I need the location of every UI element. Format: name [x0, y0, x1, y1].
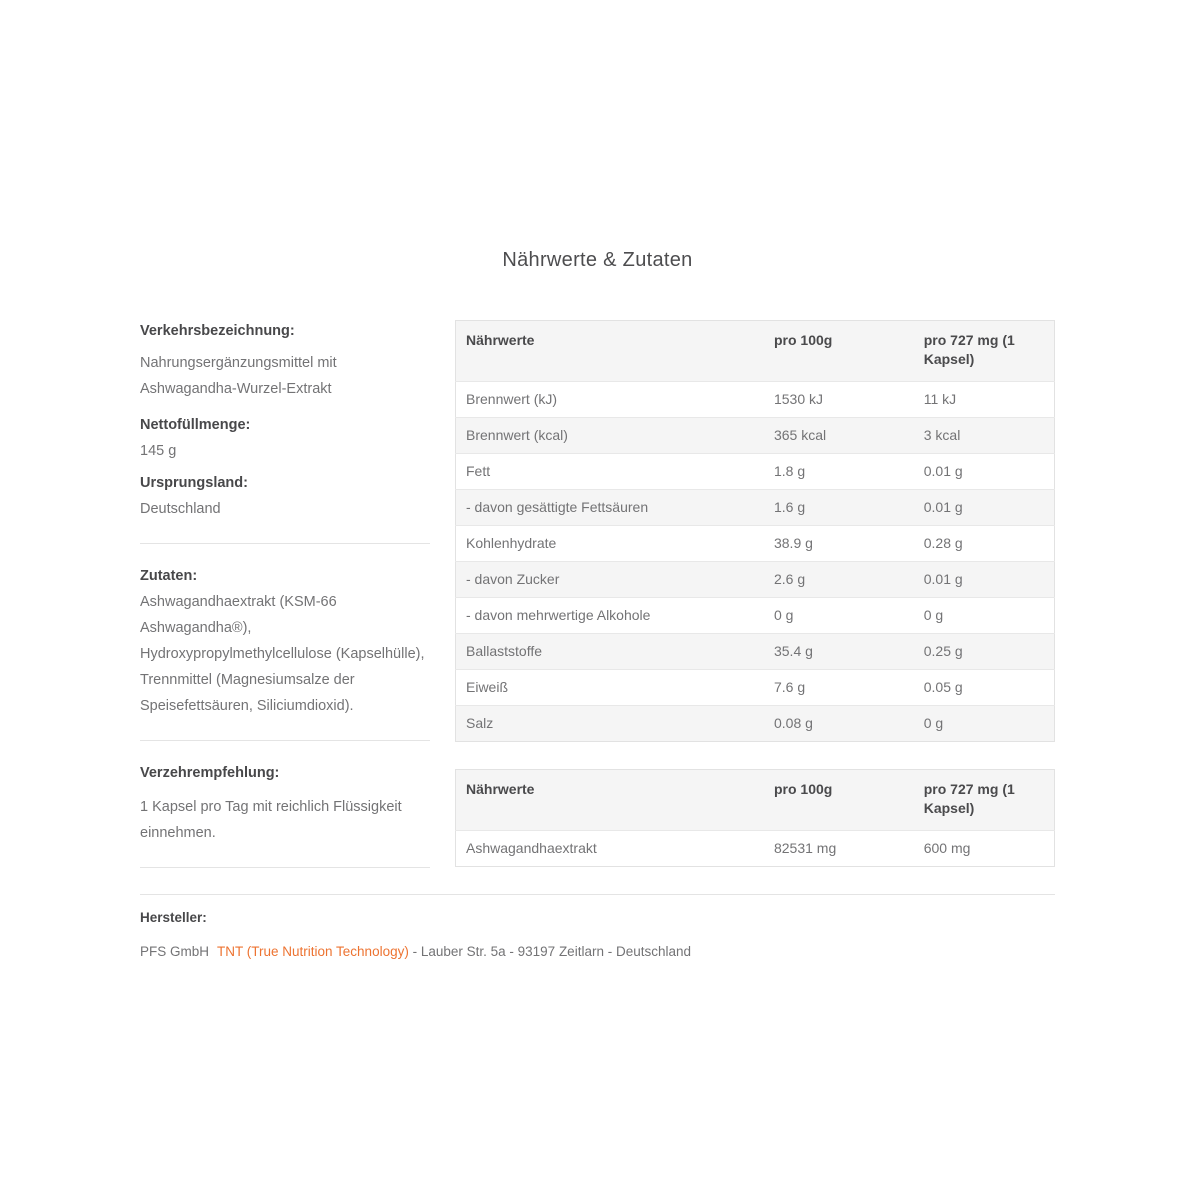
table-cell: Kohlenhydrate	[456, 526, 764, 562]
table-row	[456, 706, 1055, 742]
table-cell: Eiweiß	[456, 670, 764, 706]
table-row	[456, 562, 1055, 598]
origin-value: Deutschland	[140, 501, 221, 517]
column-header: Nährwerte	[456, 321, 764, 382]
table-row	[456, 490, 1055, 526]
table-cell: 0.01 g	[914, 454, 1055, 490]
table-cell: - davon gesättigte Fettsäuren	[456, 490, 764, 526]
column-header: pro 100g	[764, 321, 914, 382]
manufacturer-footer	[140, 908, 1055, 962]
page-title: Nährwerte & Zutaten	[502, 249, 693, 271]
table-cell: Salz	[456, 706, 764, 742]
table-cell: 3 kcal	[914, 418, 1055, 454]
footer-divider	[140, 894, 1055, 895]
manufacturer-address: - Lauber Str. 5a - 93197 Zeitlarn - Deutschland	[408, 943, 691, 959]
divider	[140, 543, 430, 544]
divider	[140, 740, 430, 741]
table-cell: 0 g	[764, 598, 914, 634]
table-row	[456, 382, 1055, 418]
dosage-label: Verzehrempfehlung:	[140, 765, 280, 781]
table-cell: 1530 kJ	[764, 382, 914, 418]
table-cell: Ballaststoffe	[456, 634, 764, 670]
table-cell: 600 mg	[914, 831, 1055, 867]
table-cell: 0.05 g	[914, 670, 1055, 706]
column-header: pro 727 mg (1 Kapsel)	[914, 321, 1055, 382]
ingredient-line: Hydroxypropylmethylcellulose (Kapselhülle),	[140, 646, 425, 662]
table-cell: 0 g	[914, 706, 1055, 742]
ingredient-line: Trennmittel (Magnesiumsalze der Speisefettsäuren, Siliciumdioxid).	[140, 672, 355, 714]
table-cell: 82531 mg	[764, 831, 914, 867]
table-cell: Fett	[456, 454, 764, 490]
table-cell: 0.01 g	[914, 490, 1055, 526]
table-row	[456, 831, 1055, 867]
divider	[140, 867, 430, 868]
table-cell: 35.4 g	[764, 634, 914, 670]
content-columns	[140, 320, 1055, 894]
table-cell: 0.08 g	[764, 706, 914, 742]
dosage-value: 1 Kapsel pro Tag mit reichlich Flüssigkeit einnehmen.	[140, 799, 402, 841]
trade-name-block	[140, 320, 430, 402]
dosage-block	[140, 762, 430, 846]
ingredients-block	[140, 565, 430, 719]
table-cell: 1.8 g	[764, 454, 914, 490]
table-row	[456, 634, 1055, 670]
manufacturer-name: PFS GmbH	[140, 943, 210, 959]
column-header: pro 727 mg (1 Kapsel)	[914, 770, 1055, 831]
column-header: Nährwerte	[456, 770, 764, 831]
table-row	[456, 670, 1055, 706]
table-cell: - davon Zucker	[456, 562, 764, 598]
table-row	[456, 526, 1055, 562]
table-cell: - davon mehrwertige Alkohole	[456, 598, 764, 634]
extract-table	[455, 769, 1055, 867]
table-cell: 0.28 g	[914, 526, 1055, 562]
table-cell: 2.6 g	[764, 562, 914, 598]
ingredients-label: Zutaten:	[140, 568, 198, 584]
column-header: pro 100g	[764, 770, 914, 831]
net-quantity-label: Nettofüllmenge:	[140, 417, 251, 433]
table-cell: Brennwert (kcal)	[456, 418, 764, 454]
table-cell: 1.6 g	[764, 490, 914, 526]
manufacturer-label: Hersteller:	[140, 910, 207, 925]
trade-name-value: Nahrungsergänzungsmittel mit Ashwagandha-Wurzel-Extrakt	[140, 355, 337, 397]
table-cell: Brennwert (kJ)	[456, 382, 764, 418]
net-quantity-value: 145 g	[140, 443, 177, 459]
ingredients-list	[140, 589, 430, 719]
extract-table-header-row	[456, 770, 1055, 831]
table-cell: 365 kcal	[764, 418, 914, 454]
origin-block	[140, 472, 430, 522]
net-quantity-block	[140, 414, 430, 464]
table-cell: Ashwagandhaextrakt	[456, 831, 764, 867]
table-cell: 7.6 g	[764, 670, 914, 706]
table-cell: 38.9 g	[764, 526, 914, 562]
trade-name-label: Verkehrsbezeichnung:	[140, 323, 295, 339]
product-info-panel	[140, 320, 430, 889]
manufacturer-link[interactable]: TNT (True Nutrition Technology)	[217, 943, 409, 959]
origin-label: Ursprungsland:	[140, 475, 248, 491]
table-row	[456, 418, 1055, 454]
table-cell: 0.01 g	[914, 562, 1055, 598]
manufacturer-line	[140, 942, 1055, 962]
ingredient-line: Ashwagandhaextrakt (KSM-66 Ashwagandha®),	[140, 594, 337, 636]
table-cell: 11 kJ	[914, 382, 1055, 418]
table-cell: 0 g	[914, 598, 1055, 634]
nutrition-table	[455, 320, 1055, 742]
nutrition-tables-panel	[455, 320, 1055, 894]
nutrition-table-header-row	[456, 321, 1055, 382]
table-cell: 0.25 g	[914, 634, 1055, 670]
table-row	[456, 598, 1055, 634]
table-row	[456, 454, 1055, 490]
